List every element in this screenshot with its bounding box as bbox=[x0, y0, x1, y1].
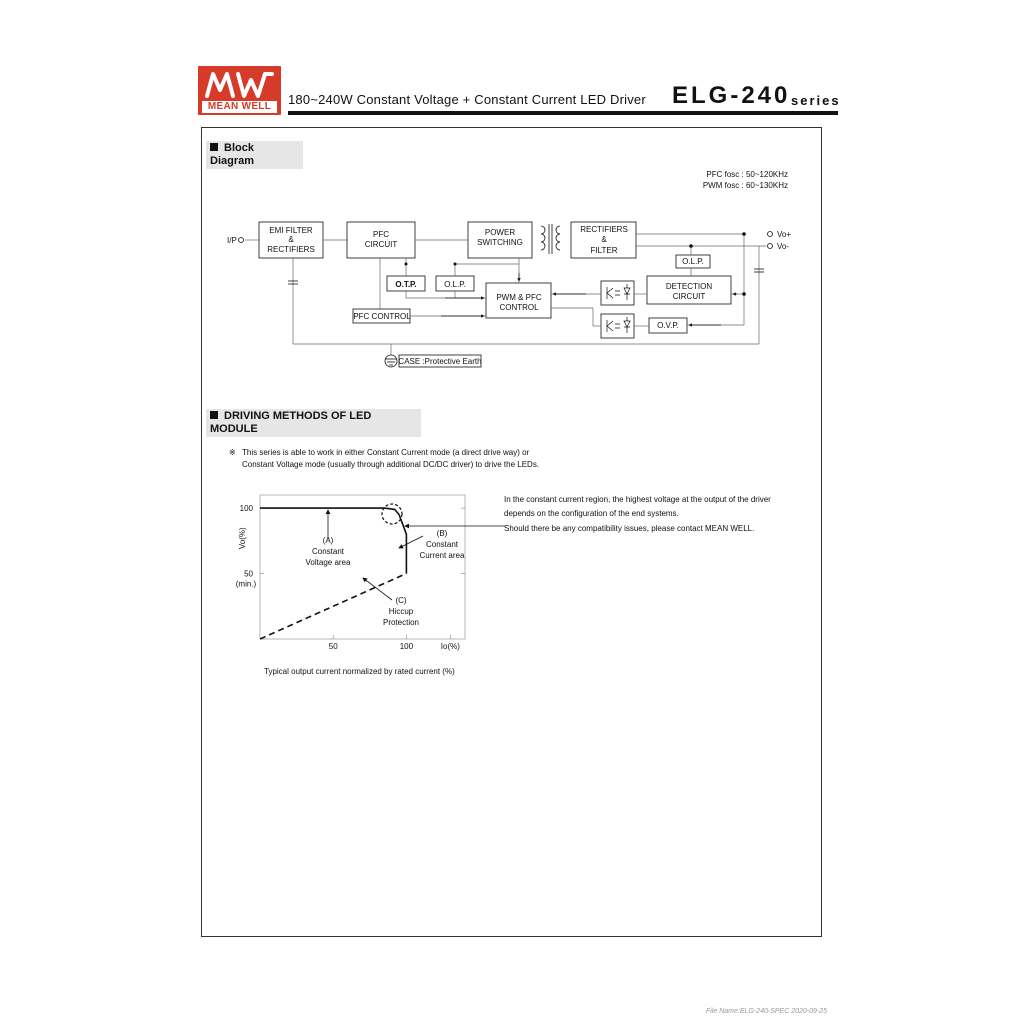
bullet-square-icon bbox=[210, 143, 218, 151]
chart-series-line-1 bbox=[260, 508, 399, 514]
annotation-arrows bbox=[328, 510, 505, 600]
block-diagram bbox=[201, 160, 821, 375]
rect-label-2: & bbox=[601, 235, 607, 244]
chart-series-line-2 bbox=[399, 515, 406, 574]
pfc-label-1: PFC bbox=[373, 230, 389, 239]
pfc-control-label: PFC CONTROL bbox=[353, 312, 411, 321]
output-neg-label: Vo- bbox=[777, 242, 790, 251]
power-label-2: SWITCHING bbox=[477, 238, 523, 247]
chart-y-tick-label-1: 100 bbox=[239, 504, 253, 514]
ovp-label: O.V.P. bbox=[657, 321, 679, 330]
optocoupler-upper bbox=[601, 281, 634, 305]
side-note-line-2: depends on the configuration of the end systems. bbox=[504, 509, 679, 518]
note-line-1: This series is able to work in either Constant Current mode (a direct drive way) or bbox=[242, 448, 530, 457]
olp-right-label: O.L.P. bbox=[682, 257, 704, 266]
optocoupler-icon bbox=[607, 284, 630, 333]
output-pos-label: Vo+ bbox=[777, 230, 792, 239]
driving-methods-heading bbox=[206, 409, 421, 437]
detect-label-1: DETECTION bbox=[665, 282, 713, 291]
mean-well-logo bbox=[198, 66, 281, 115]
power-label-1: POWER bbox=[484, 228, 516, 237]
pwm-fosc-text: PWM fosc : 60~130KHz bbox=[702, 181, 788, 190]
detect-label-2: CIRCUIT bbox=[672, 292, 706, 301]
side-note-line-3: Should there be any compatibility issues, please contact MEAN WELL. bbox=[504, 524, 755, 533]
pwm-label-2: CONTROL bbox=[499, 303, 539, 312]
chart-x-tick-label-2: 100 bbox=[399, 642, 414, 651]
pfc-fosc-text: PFC fosc : 50~120KHz bbox=[706, 170, 788, 179]
otp-label: O.T.P. bbox=[395, 280, 417, 289]
input-label: I/P bbox=[227, 236, 237, 245]
chart-y-tick-label-2: 50 bbox=[244, 569, 253, 579]
chart-y-axis-label: Vo(%) bbox=[238, 527, 247, 550]
chart-x-tick-label-1: 50 bbox=[328, 642, 338, 651]
rect-label-3: FILTER bbox=[590, 246, 618, 255]
note-mark: ※ bbox=[229, 448, 236, 457]
chart-plot-frame bbox=[260, 495, 465, 639]
chart-annotation-c: (C) Hiccup Protection bbox=[382, 596, 420, 627]
product-model: ELG-240 bbox=[672, 82, 791, 109]
emi-label-1: EMI FILTER bbox=[269, 226, 313, 235]
output-neg-terminal-icon bbox=[768, 244, 773, 249]
bullet-square-icon bbox=[210, 411, 218, 419]
chart-caption: Typical output current normalized by rated current (%) bbox=[264, 667, 455, 676]
side-note-line-1: In the constant current region, the highest voltage at the output of the driver bbox=[504, 495, 771, 504]
brand-name: MEAN WELL bbox=[202, 101, 277, 113]
emi-label-2: & bbox=[288, 235, 294, 244]
driving-methods-chart bbox=[225, 490, 505, 685]
pfc-label-2: CIRCUIT bbox=[364, 240, 398, 249]
olp-left-label: O.L.P. bbox=[444, 280, 466, 289]
driving-methods-title: DRIVING METHODS OF LED MODULE bbox=[210, 410, 372, 435]
emi-label-3: RECTIFIERS bbox=[267, 245, 315, 254]
block-diagram-title: Block Diagram bbox=[210, 142, 255, 167]
output-pos-terminal-icon bbox=[768, 232, 773, 237]
rect-label-1: RECTIFIERS bbox=[580, 225, 628, 234]
chart-annotation-a: (A) Constant Voltage area bbox=[305, 536, 351, 567]
footer-file-name: File Name:ELG-240-SPEC 2020-09-25 bbox=[706, 1008, 828, 1015]
chart-y-min-label: (min.) bbox=[235, 579, 257, 589]
transformer-icon bbox=[541, 224, 560, 254]
header-rule bbox=[288, 111, 838, 115]
earth-ground-icon bbox=[385, 355, 397, 367]
pwm-label-1: PWM & PFC bbox=[496, 293, 542, 302]
case-pe-label: CASE :Protective Earth bbox=[398, 357, 482, 366]
chart-series-line-3 bbox=[260, 574, 406, 640]
input-terminal-icon bbox=[239, 238, 244, 243]
chart-x-axis-label: Io(%) bbox=[440, 642, 460, 651]
optocoupler-lower bbox=[601, 314, 634, 338]
product-series: series bbox=[791, 93, 841, 108]
chart-annotation-b: (B) Constant Current area bbox=[419, 529, 465, 560]
product-subtitle: 180~240W Constant Voltage + Constant Current LED Driver bbox=[288, 92, 646, 107]
note-line-2: Constant Voltage mode (usually through additional DC/DC driver) to drive the LEDs. bbox=[242, 460, 540, 469]
